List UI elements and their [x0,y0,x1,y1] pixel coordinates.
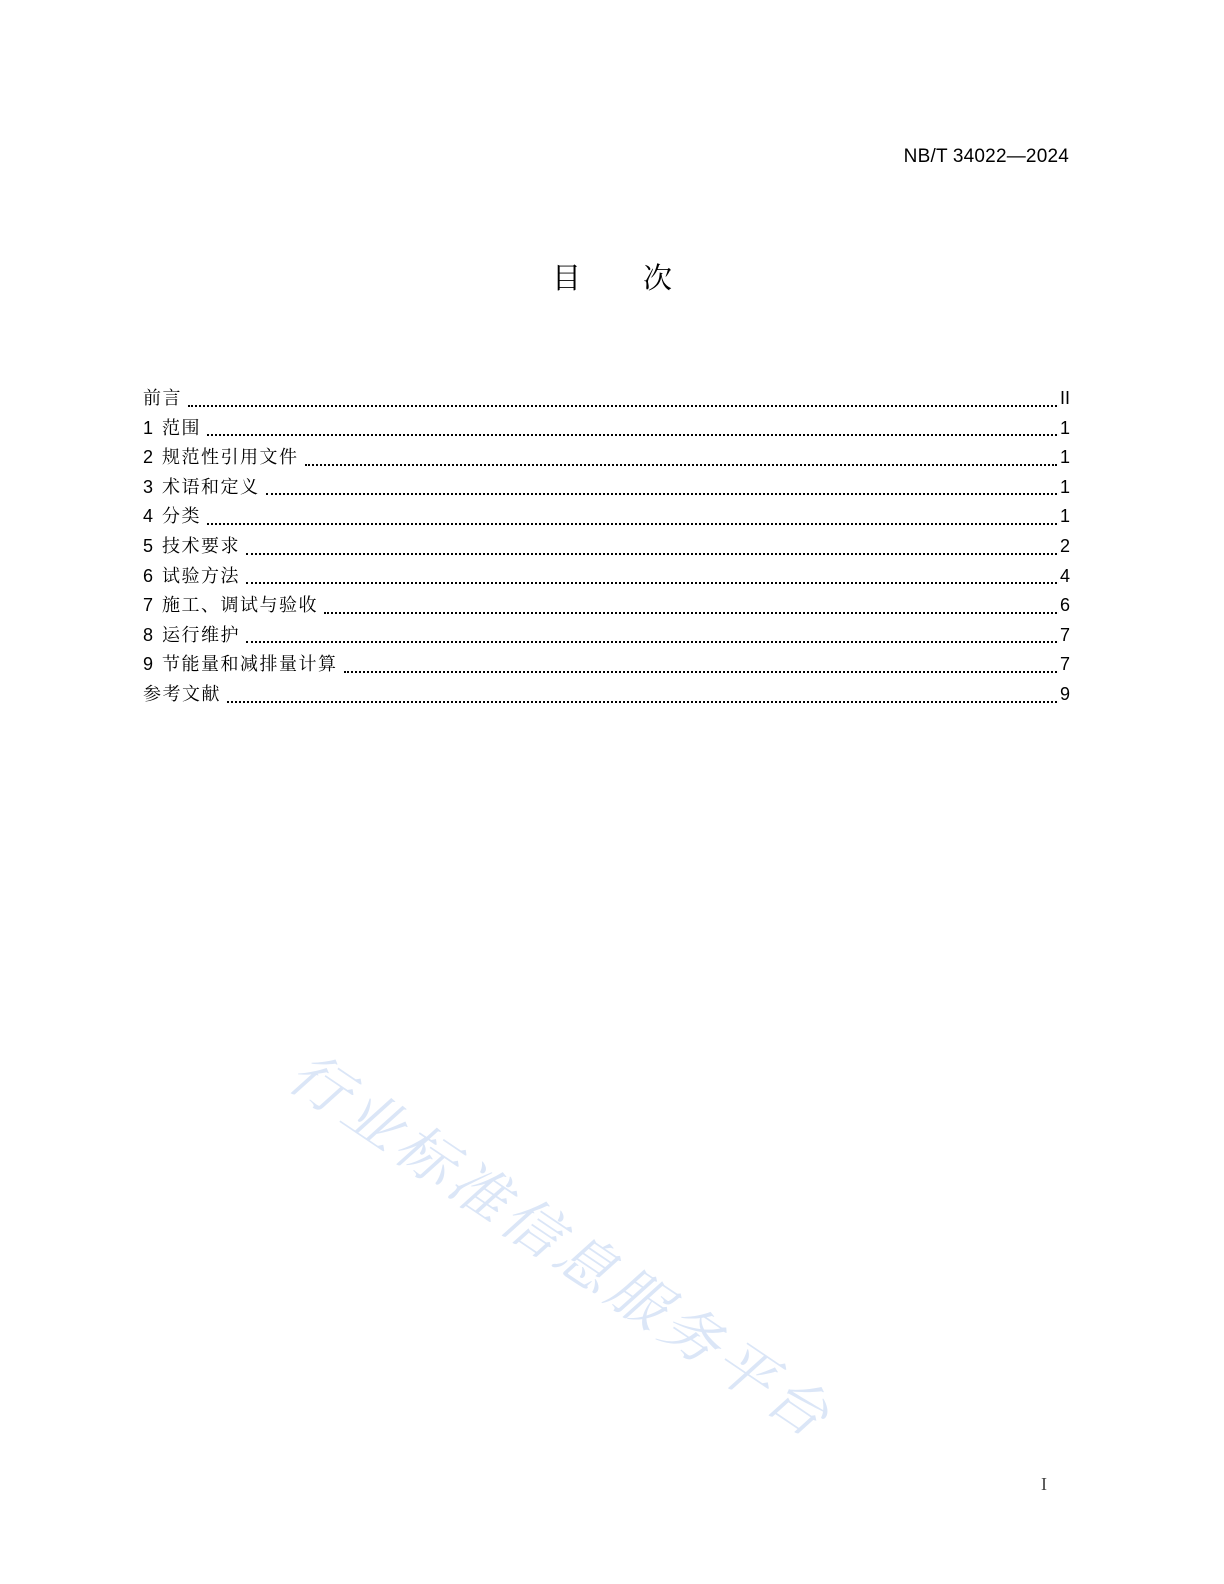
toc-entry-label: 试验方法 [162,565,241,587]
toc-leader-dots [246,553,1057,555]
toc-entry-foreword[interactable] [143,384,1070,414]
toc-entry-page: 4 [1059,565,1070,586]
toc-entry-label: 分类 [162,506,202,528]
toc-leader-dots [324,612,1057,614]
toc-entry-scope[interactable] [143,414,1070,444]
toc-entry-page: 1 [1059,417,1070,438]
toc-entry-label: 术语和定义 [162,476,260,498]
toc-entry-number: 5 [143,535,154,556]
toc-entry-normative-references[interactable] [143,443,1070,473]
toc-leader-dots [207,434,1057,436]
toc-entry-number: 3 [143,476,154,497]
toc-entry-page: 7 [1059,624,1070,645]
toc-entry-test-methods[interactable] [143,562,1070,592]
toc-entry-classification[interactable] [143,502,1070,532]
toc-entry-number: 1 [143,417,154,438]
toc-entry-page: 1 [1059,476,1070,497]
watermark: 行业标准信息服务平台 [276,1038,846,1454]
toc-leader-dots [266,493,1057,495]
toc-entry-page: 6 [1059,595,1070,616]
toc-entry-number: 7 [143,595,154,616]
toc-entry-number: 6 [143,565,154,586]
toc-entry-number: 9 [143,654,154,675]
toc-leader-dots [246,641,1057,643]
table-of-contents [143,384,1070,710]
toc-entry-energy-saving-calculation[interactable] [143,650,1070,680]
toc-entry-number: 4 [143,506,154,527]
page-number: I [1041,1474,1047,1494]
toc-entry-label: 范围 [162,417,202,439]
toc-leader-dots [188,405,1057,407]
toc-leader-dots [246,582,1057,584]
toc-entry-label: 施工、调试与验收 [162,595,319,617]
toc-leader-dots [305,464,1057,466]
toc-leader-dots [227,701,1057,703]
toc-entry-number: 2 [143,447,154,468]
document-code: NB/T 34022—2024 [903,146,1069,167]
toc-entry-label: 技术要求 [162,535,241,557]
toc-entry-label: 参考文献 [143,683,221,705]
toc-entry-operation-maintenance[interactable] [143,621,1070,651]
toc-leader-dots [344,671,1057,673]
toc-entry-page: 1 [1059,506,1070,527]
toc-entry-label: 前言 [143,388,182,409]
toc-entry-page: 9 [1059,683,1070,704]
toc-title: 目次 [551,261,734,295]
toc-leader-dots [207,523,1057,525]
toc-entry-construction-acceptance[interactable] [143,591,1070,621]
toc-entry-label: 运行维护 [162,624,241,646]
toc-entry-number: 8 [143,624,154,645]
toc-entry-page: 7 [1059,654,1070,675]
toc-entry-page: II [1059,388,1070,408]
toc-entry-label: 节能量和减排量计算 [162,654,338,676]
toc-entry-bibliography[interactable] [143,680,1070,710]
toc-entry-page: 1 [1059,447,1070,468]
toc-entry-terms-definitions[interactable] [143,473,1070,503]
toc-entry-page: 2 [1059,535,1070,556]
toc-entry-technical-requirements[interactable] [143,532,1070,562]
toc-entry-label: 规范性引用文件 [162,447,299,469]
